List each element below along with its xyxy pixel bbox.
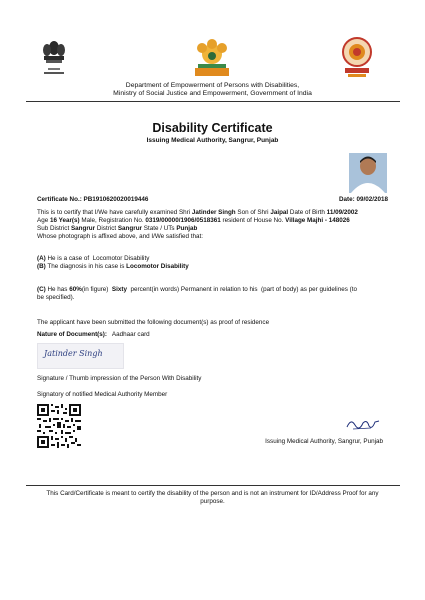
certificate-number-label: Certificate No.: xyxy=(37,196,82,203)
certificate-number xyxy=(37,196,148,204)
clause-c xyxy=(37,286,357,294)
age: 16 Year(s) xyxy=(49,217,80,224)
clause-a-value: Locomotor Disability xyxy=(92,255,150,262)
clause-b-value: Locomotor Disability xyxy=(126,263,189,270)
clause-a-text: He is a case of xyxy=(47,255,90,262)
documents-line: The applicant have been submitted the following document(s) as proof of residence xyxy=(37,319,270,326)
clause-c-cont: be specified). xyxy=(37,294,75,301)
signature-handwriting: Jatinder Singh xyxy=(44,349,103,358)
page-title: Disability Certificate xyxy=(152,121,273,135)
nature-of-documents xyxy=(37,331,150,339)
disability-percent: 60% xyxy=(69,286,82,293)
footer-line-1: This Card/Certificate is meant to certify the disability of the person and is not an instrument for ID/Address Proof for any xyxy=(46,490,379,497)
nature-value: Aadhaar card xyxy=(111,331,150,338)
text: District xyxy=(96,225,117,232)
certificate-date-label: Date: xyxy=(338,196,355,203)
applicant-name: Jatinder Singh xyxy=(191,209,236,216)
clause-b-text: The diagnosis in his case is xyxy=(47,263,125,270)
national-emblem-icon xyxy=(40,38,68,78)
clause-b-label: (B) xyxy=(37,263,46,270)
clause-b xyxy=(37,263,189,271)
father-name: Jaipal xyxy=(270,209,289,216)
sub-district: Sangrur xyxy=(70,225,96,232)
department-line-2: Ministry of Social Justice and Empowerment, Government of India xyxy=(113,90,312,97)
registration-number: 0319/00000/1906/0518361 xyxy=(145,217,221,224)
text: percent(in words) Permanent in relation to his xyxy=(130,286,258,293)
clause-a-label: (A) xyxy=(37,255,46,262)
district: Sangrur xyxy=(117,225,143,232)
header-divider xyxy=(26,101,400,102)
clause-c-label: (C) xyxy=(37,286,46,293)
ministry-logo-icon xyxy=(190,38,234,78)
authority-signature xyxy=(345,416,381,432)
issuing-authority: Issuing Medical Authority, Sangrur, Punjab xyxy=(265,438,383,445)
text: Date of Birth xyxy=(289,209,325,216)
text: This is to certify that I/We have carefully examined Shri xyxy=(37,209,191,216)
date-of-birth: 11/09/2002 xyxy=(326,209,358,216)
state: Punjab xyxy=(176,225,198,232)
text: State / UTs xyxy=(143,225,175,232)
text: Son of Shri xyxy=(237,209,269,216)
house-address: Village Majhi - 148026 xyxy=(285,217,350,224)
footer-divider xyxy=(26,485,400,486)
text: Age xyxy=(37,217,49,224)
department-line-1: Department of Empowerment of Persons with Disabilities, xyxy=(125,82,300,89)
certificate-date xyxy=(339,196,388,204)
signature-caption: Signature / Thumb impression of the Person With Disability xyxy=(37,375,202,382)
authority-caption: Signatory of notified Medical Authority Member xyxy=(37,391,168,398)
certificate-subtitle: Issuing Medical Authority, Sangrur, Punjab xyxy=(146,137,279,144)
text: resident of House No. xyxy=(222,217,284,224)
footer-line-2: purpose. xyxy=(200,498,225,505)
certificate-number-value: PB1910620020019446 xyxy=(83,196,149,203)
body-line-4: Whose photograph is affixed above, and I/We satisfied that: xyxy=(37,233,204,240)
text: Sub District xyxy=(37,225,70,232)
text: (part of body) as per guidelines (to xyxy=(261,286,357,293)
disability-percent-words: Sixty xyxy=(111,286,127,293)
state-seal-icon xyxy=(340,36,374,80)
applicant-photo xyxy=(349,153,387,193)
certificate-date-value: 09/02/2018 xyxy=(356,196,388,203)
nature-label: Nature of Document(s): xyxy=(37,331,107,338)
text: Male, Registration No. xyxy=(81,217,144,224)
qr-code xyxy=(37,404,81,448)
text: He has xyxy=(47,286,68,293)
text: (in figure) xyxy=(81,286,109,293)
applicant-signature xyxy=(37,343,124,369)
